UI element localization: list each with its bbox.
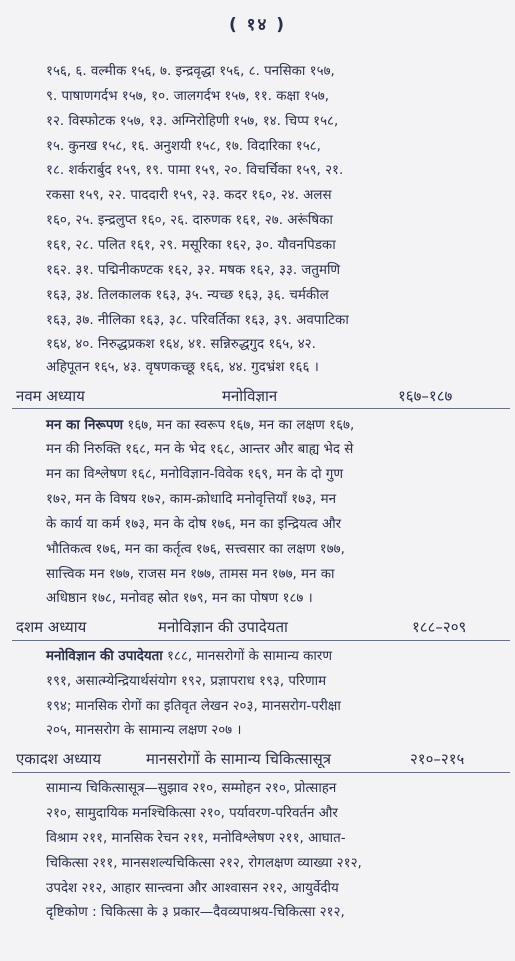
index-line: ९. पाषाणगर्दभ १५७, १०. जालगर्दभ १५७, ११. कक्षा १५७, (46, 89, 329, 104)
chapter-line: मन की निरुक्ति १६८, मन के भेद १६८, आन्तर और बाह्य भेद से (46, 442, 354, 457)
chapter-line-text: १६७, मन का स्वरूप १६७, मन का लक्षण १६७, (123, 418, 355, 433)
chapter-divider (12, 408, 510, 409)
chapter-divider (12, 640, 510, 641)
chapter-title: मानसरोगों के सामान्य चिकित्सासूत्र (146, 750, 332, 768)
index-line: १६३, ३७. नीलिका १६३, ३८. परिवर्तिका १६३, ३९. अवपाटिका (46, 313, 349, 328)
index-line: १६४, ४०. निरुद्धप्रकश १६४, ४१. सन्निरुद्धगुद १६५, ४२. (46, 337, 316, 352)
chapter-line: के कार्य या कर्म १७३, मन के दोष १७६, मन का इन्द्रियत्व और (46, 517, 342, 532)
index-line: १५. कुनख १५८, १६. अनुशयी १५८, १७. विदारिका १५८, (46, 139, 321, 154)
index-line: रकसा १५९, २२. पाददारी १५९, २३. कदर १६०, २४. अलस (46, 188, 332, 203)
chapter-line: उपदेश २१२, आहार सान्त्वना और आश्वासन २१२, आयुर्वेदीय (46, 881, 339, 896)
chapter-label: दशम अध्याय (16, 618, 87, 636)
chapter-line: मन का विश्लेषण १६८, मनोविज्ञान-विवेक १६९, मन के दो गुण (46, 467, 344, 482)
index-line: १६३, ३४. तिलकालक १६३, ३५. न्यच्छ १६३, ३६. चर्मकील (46, 288, 329, 303)
index-line: १६०, २५. इन्द्रलुप्त १६०, २६. दारुणक १६१, २७. अरूंषिका (46, 213, 333, 228)
chapter-line-lead: मनोविज्ञान की उपादेयता (46, 649, 163, 664)
chapter-line: १९१, असात्म्येन्द्रियार्थसंयोग १९२, प्रज्ञापराध १९३, परिणाम (46, 674, 327, 689)
index-line: १६१, २८. पलित १६१, २९. मसूरिका १६२, ३०. यौवनपिडका (46, 238, 336, 253)
chapter-line: चिकित्सा २११, मानसशल्यचिकित्सा २१२, रोगलक्षण व्याख्या २१२, (46, 856, 362, 871)
chapter-pages: २१०–२१५ (410, 750, 465, 768)
chapter-line: दृष्टिकोण : चिकित्सा के ३ प्रकार—दैवव्यपाश्रय-चिकित्सा २१२, (46, 905, 345, 920)
chapter-line-text: १८८, मानसरोगों के सामान्य कारण (162, 649, 333, 664)
chapter-title: मनोविज्ञान की उपादेयता (158, 618, 288, 636)
chapter-line: सात्त्विक मन १७७, राजस मन १७७, तामस मन १७७, मन का (46, 567, 335, 582)
chapter-pages: १८८–२०९ (412, 618, 467, 636)
chapter-line: २०५, मानसरोग के सामान्य लक्षण २०७ । (46, 723, 242, 738)
chapter-line: विश्राम २११, मानसिक रेचन २११, मनोविश्लेषण २११, आघात- (46, 831, 346, 846)
chapter-pages: १६७–१८७ (398, 387, 453, 405)
chapter-title: मनोविज्ञान (222, 387, 278, 405)
chapter-divider (12, 772, 510, 773)
chapter-line (46, 647, 332, 667)
index-line: १८. शर्करार्बुद १५९, १९. पामा १५९, २०. विचर्चिका १५९, २१. (46, 163, 344, 178)
chapter-line: १७२, मन के विषय १७२, काम-क्रोधादि मनोवृत्तियाँ १७३, मन (46, 492, 337, 507)
index-line: १६२. ३१. पद्मिनीकण्टक १६२, ३२. मषक १६२, ३३. जतुमणि (46, 263, 341, 278)
chapter-line: अधिष्ठान १७८, मनोवह स्रोत १७९, मन का पोषण १८७ । (46, 591, 313, 606)
index-line: १५६, ६. वल्मीक १५६, ७. इन्द्रवृद्धा १५६, ८. पनसिका १५७, (46, 64, 335, 79)
page-number: ( १४ ) (228, 15, 287, 35)
chapter-label: नवम अध्याय (16, 387, 85, 405)
chapter-line-lead: मन का निरूपण (46, 418, 124, 433)
index-line: अहिपूतन १६५, ४३. वृषणकच्छू १६६, ४४. गुदभ्रंश १६६ । (46, 360, 319, 375)
chapter-line: भौतिकत्व १७६, मन का कर्तृत्व १७६, सत्त्वसार का लक्षण १७७, (46, 542, 345, 557)
chapter-line (46, 416, 354, 436)
chapter-line: १९४; मानसिक रोगों का इतिवृत लेखन २०३, मानसरोग-परीक्षा (46, 699, 341, 714)
chapter-line: सामान्य चिकित्सासूत्र—सुझाव २१०, सम्मोहन २१०, प्रोत्साहन (46, 781, 337, 796)
index-line: १२. विस्फोटक १५७, १३. अग्निरोहिणी १५७, १४. चिप्प १५८, (46, 114, 339, 129)
chapter-label: एकादश अध्याय (16, 750, 102, 768)
chapter-line: २१०, सामुदायिक मनश्चिकित्सा २१०, पर्यावरण-परिवर्तन और (46, 806, 338, 821)
